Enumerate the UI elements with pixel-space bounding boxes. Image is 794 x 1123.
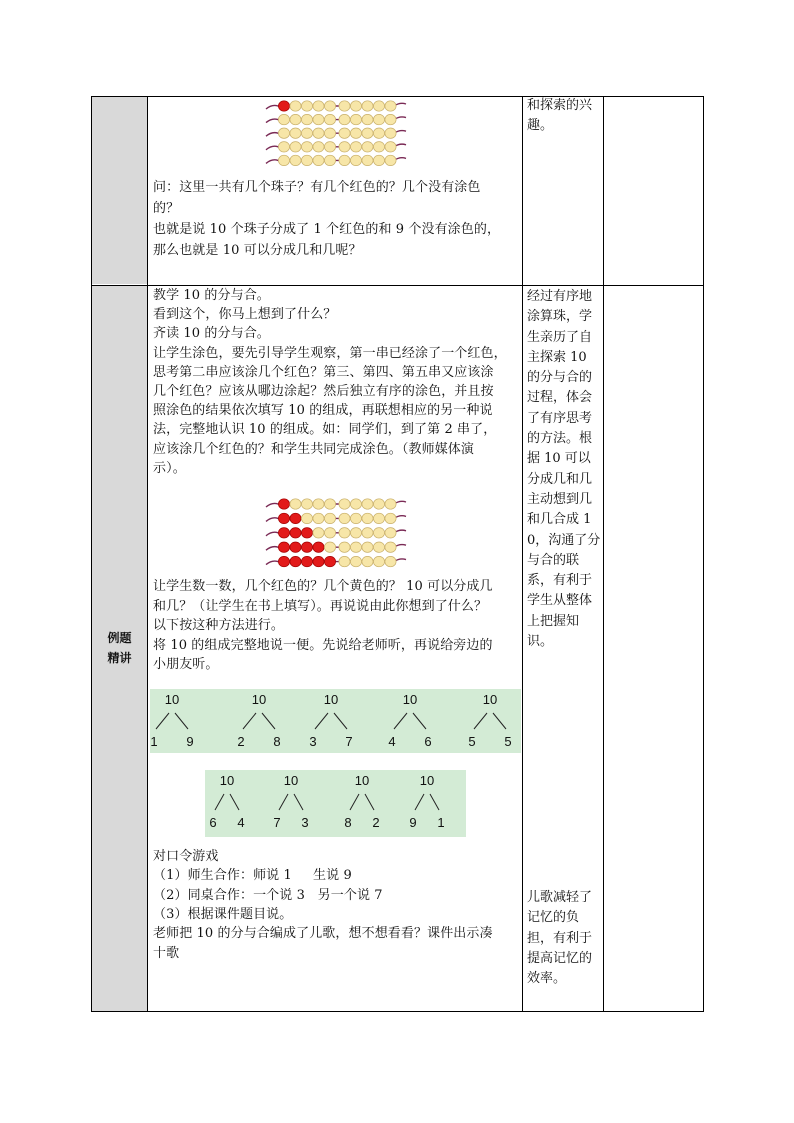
yellow-bead [373, 128, 384, 138]
red-bead [278, 499, 289, 509]
red-bead [301, 528, 312, 538]
yellow-bead [324, 499, 335, 509]
text-line: 的？ [153, 201, 180, 216]
yellow-bead [373, 542, 384, 552]
text-line: 对口令游戏 [153, 849, 219, 864]
yellow-bead [362, 528, 373, 538]
decomposition-total: 10 [164, 692, 180, 707]
decomposition-part-left: 5 [468, 734, 476, 749]
decomposition-total: 10 [482, 692, 498, 707]
red-bead [313, 542, 324, 552]
yellow-bead [313, 528, 324, 538]
red-bead [324, 556, 335, 566]
yellow-bead [350, 542, 361, 552]
yellow-bead [313, 513, 324, 523]
yellow-bead [350, 528, 361, 538]
yellow-bead [313, 499, 324, 509]
yellow-bead [313, 114, 324, 124]
text-line: 让学生涂色，要先引导学生观察，第一串已经涂了一个红色， [153, 345, 507, 361]
yellow-bead [313, 142, 324, 152]
yellow-bead [373, 499, 384, 509]
yellow-bead [290, 114, 301, 124]
yellow-bead [339, 128, 350, 138]
decomposition-part-left: 3 [309, 734, 317, 749]
yellow-bead [301, 128, 312, 138]
side-note-ordered-coloring: 经过有序地涂算珠，学生亲历了自主探索 10 的分与合的过程，体会了有序思考的方法。根据 10 可以分成几和几主动想到几和几合成 10，沟通了分与合的联系，有利于学生从整体上把握知识。 [527, 289, 601, 650]
yellow-bead [350, 155, 361, 165]
yellow-bead [350, 101, 361, 111]
yellow-bead [278, 128, 289, 138]
yellow-bead [301, 101, 312, 111]
yellow-bead [385, 528, 396, 538]
side-note-interest: 和探索的兴趣。 [527, 98, 593, 134]
decomposition-part-left: 4 [388, 734, 396, 749]
table-border-top [91, 96, 704, 97]
table-column-divider-1 [147, 96, 148, 1012]
yellow-bead [301, 499, 312, 509]
yellow-bead [324, 513, 335, 523]
decomposition-part-right: 9 [186, 734, 194, 749]
yellow-bead [362, 128, 373, 138]
yellow-bead [385, 542, 396, 552]
yellow-bead [290, 155, 301, 165]
yellow-bead [350, 128, 361, 138]
yellow-bead [339, 556, 350, 566]
decomposition-total: 10 [323, 692, 339, 707]
yellow-bead [324, 128, 335, 138]
decomposition-part-right: 4 [237, 815, 245, 830]
yellow-bead [373, 114, 384, 124]
yellow-bead [324, 155, 335, 165]
text-line: 小朋友听。 [153, 657, 219, 673]
text-line: 那么也就是 10 可以分成几和几呢？ [153, 243, 362, 258]
decomposition-part-right: 1 [437, 815, 445, 830]
decomposition-total: 10 [354, 773, 370, 788]
text-line: 齐读 10 的分与合。 [153, 326, 270, 342]
decomposition-part-left: 7 [273, 815, 281, 830]
decomposition-total: 10 [283, 773, 299, 788]
text-line: 教学 10 的分与合。 [153, 288, 270, 303]
red-bead [278, 101, 289, 111]
red-bead [290, 513, 301, 523]
decomposition-part-left: 9 [409, 815, 417, 830]
yellow-bead [313, 101, 324, 111]
table-border-bottom [91, 1011, 704, 1012]
decomposition-total: 10 [219, 773, 235, 788]
decomposition-part-right: 5 [504, 734, 512, 749]
red-bead [301, 556, 312, 566]
decomposition-part-left: 8 [344, 815, 352, 830]
text-line: 以下按这种方法进行。 [153, 618, 285, 634]
yellow-bead [373, 513, 384, 523]
table-border-mid [91, 285, 704, 286]
yellow-bead [362, 155, 373, 165]
yellow-bead [290, 499, 301, 509]
text-line: 看到这个，你马上想到了什么？ [153, 307, 337, 323]
yellow-bead [278, 114, 289, 124]
decomposition-total: 10 [402, 692, 418, 707]
yellow-bead [339, 114, 350, 124]
side-note-rhyme: 儿歌减轻了记忆的负担，有利于提高记忆的效率。 [527, 890, 593, 987]
yellow-bead [324, 114, 335, 124]
yellow-bead [339, 542, 350, 552]
decomposition-total: 10 [419, 773, 435, 788]
text-line: 老师把 10 的分与合编成了儿歌，想不想看看？课件出示凑 [153, 926, 493, 942]
text-line: 思考第二串应该涂几个红色？第三、第四、第五串又应该涂 [153, 364, 494, 380]
yellow-bead [278, 142, 289, 152]
label-cell-row1 [92, 97, 147, 284]
decomposition-part-right: 8 [273, 734, 281, 749]
yellow-bead [373, 101, 384, 111]
text-line: （1）师生合作：师说 1 生说 9 [153, 868, 352, 884]
yellow-bead [301, 142, 312, 152]
yellow-bead [324, 142, 335, 152]
text-line: （3）根据课件题目说。 [153, 906, 293, 922]
yellow-bead [385, 142, 396, 152]
text-line: 几个红色？应该从哪边涂起？然后独立有序的涂色，并且按 [153, 384, 494, 399]
yellow-bead [301, 513, 312, 523]
red-bead [278, 556, 289, 566]
yellow-bead [339, 155, 350, 165]
yellow-bead [373, 155, 384, 165]
yellow-bead [385, 556, 396, 566]
yellow-bead [290, 142, 301, 152]
yellow-bead [362, 556, 373, 566]
red-bead [290, 528, 301, 538]
bead-strings-image-1 [262, 98, 410, 170]
yellow-bead [339, 513, 350, 523]
red-bead [278, 528, 289, 538]
decomposition-part-right: 6 [424, 734, 432, 749]
text-line: （2）同桌合作：一个说 3 另一个说 7 [153, 887, 383, 903]
table-column-divider-2 [522, 96, 523, 1012]
text-line: 十歌 [153, 945, 180, 961]
yellow-bead [290, 101, 301, 111]
text-line: 法，完整地认识 10 的组成。如：同学们，到了第 2 串了， [153, 422, 497, 438]
yellow-bead [350, 556, 361, 566]
yellow-bead [278, 155, 289, 165]
row-label-example: 例题 精讲 [107, 631, 132, 665]
yellow-bead [373, 142, 384, 152]
text-line: 让学生数一数，几个红色的？几个黄色的？ 10 可以分成几 [153, 579, 493, 594]
yellow-bead [313, 128, 324, 138]
yellow-bead [339, 499, 350, 509]
red-bead [290, 556, 301, 566]
yellow-bead [301, 114, 312, 124]
yellow-bead [313, 155, 324, 165]
table-column-divider-3 [603, 96, 604, 1012]
yellow-bead [385, 155, 396, 165]
yellow-bead [362, 499, 373, 509]
yellow-bead [290, 128, 301, 138]
yellow-bead [362, 101, 373, 111]
yellow-bead [350, 114, 361, 124]
decomposition-part-left: 1 [150, 734, 158, 749]
yellow-bead [324, 528, 335, 538]
red-bead [278, 513, 289, 523]
yellow-bead [350, 513, 361, 523]
decomposition-part-right: 2 [372, 815, 380, 830]
yellow-bead [362, 114, 373, 124]
decomposition-part-right: 3 [301, 815, 309, 830]
yellow-bead [324, 542, 335, 552]
yellow-bead [324, 101, 335, 111]
yellow-bead [385, 513, 396, 523]
yellow-bead [339, 528, 350, 538]
yellow-bead [373, 556, 384, 566]
red-bead [278, 542, 289, 552]
yellow-bead [373, 528, 384, 538]
yellow-bead [385, 499, 396, 509]
yellow-bead [362, 142, 373, 152]
text-line: 和几？（让学生在书上填写）。再说说由此你想到了什么？ [153, 598, 488, 614]
text-line: 示）。 [153, 460, 186, 476]
table-border-left [91, 96, 92, 1012]
text-line: 问：这里一共有几个珠子？有几个红色的？几个没有涂色 [153, 180, 481, 195]
decomposition-total: 10 [251, 692, 267, 707]
yellow-bead [362, 513, 373, 523]
yellow-bead [350, 142, 361, 152]
text-line: 也就是说 10 个珠子分成了 1 个红色的和 9 个没有涂色的， [153, 222, 501, 237]
red-bead [290, 542, 301, 552]
text-line: 应该涂几个红色的？和学生共同完成涂色。（教师媒体演 [153, 441, 475, 457]
text-line: 将 10 的组成完整地说一便。先说给老师听，再说给旁边的 [153, 637, 493, 653]
yellow-bead [362, 542, 373, 552]
decomposition-part-right: 7 [345, 734, 353, 749]
yellow-bead [385, 114, 396, 124]
yellow-bead [339, 142, 350, 152]
yellow-bead [385, 101, 396, 111]
yellow-bead [301, 155, 312, 165]
red-bead [301, 542, 312, 552]
text-line: 照涂色的结果依次填写 10 的组成，再联想相应的另一种说 [153, 403, 493, 419]
yellow-bead [350, 499, 361, 509]
bead-strings-image-2 [262, 496, 410, 572]
table-border-right [703, 96, 704, 1012]
decomposition-part-left: 2 [237, 734, 245, 749]
red-bead [313, 556, 324, 566]
decomposition-part-left: 6 [209, 815, 217, 830]
yellow-bead [339, 101, 350, 111]
yellow-bead [385, 128, 396, 138]
